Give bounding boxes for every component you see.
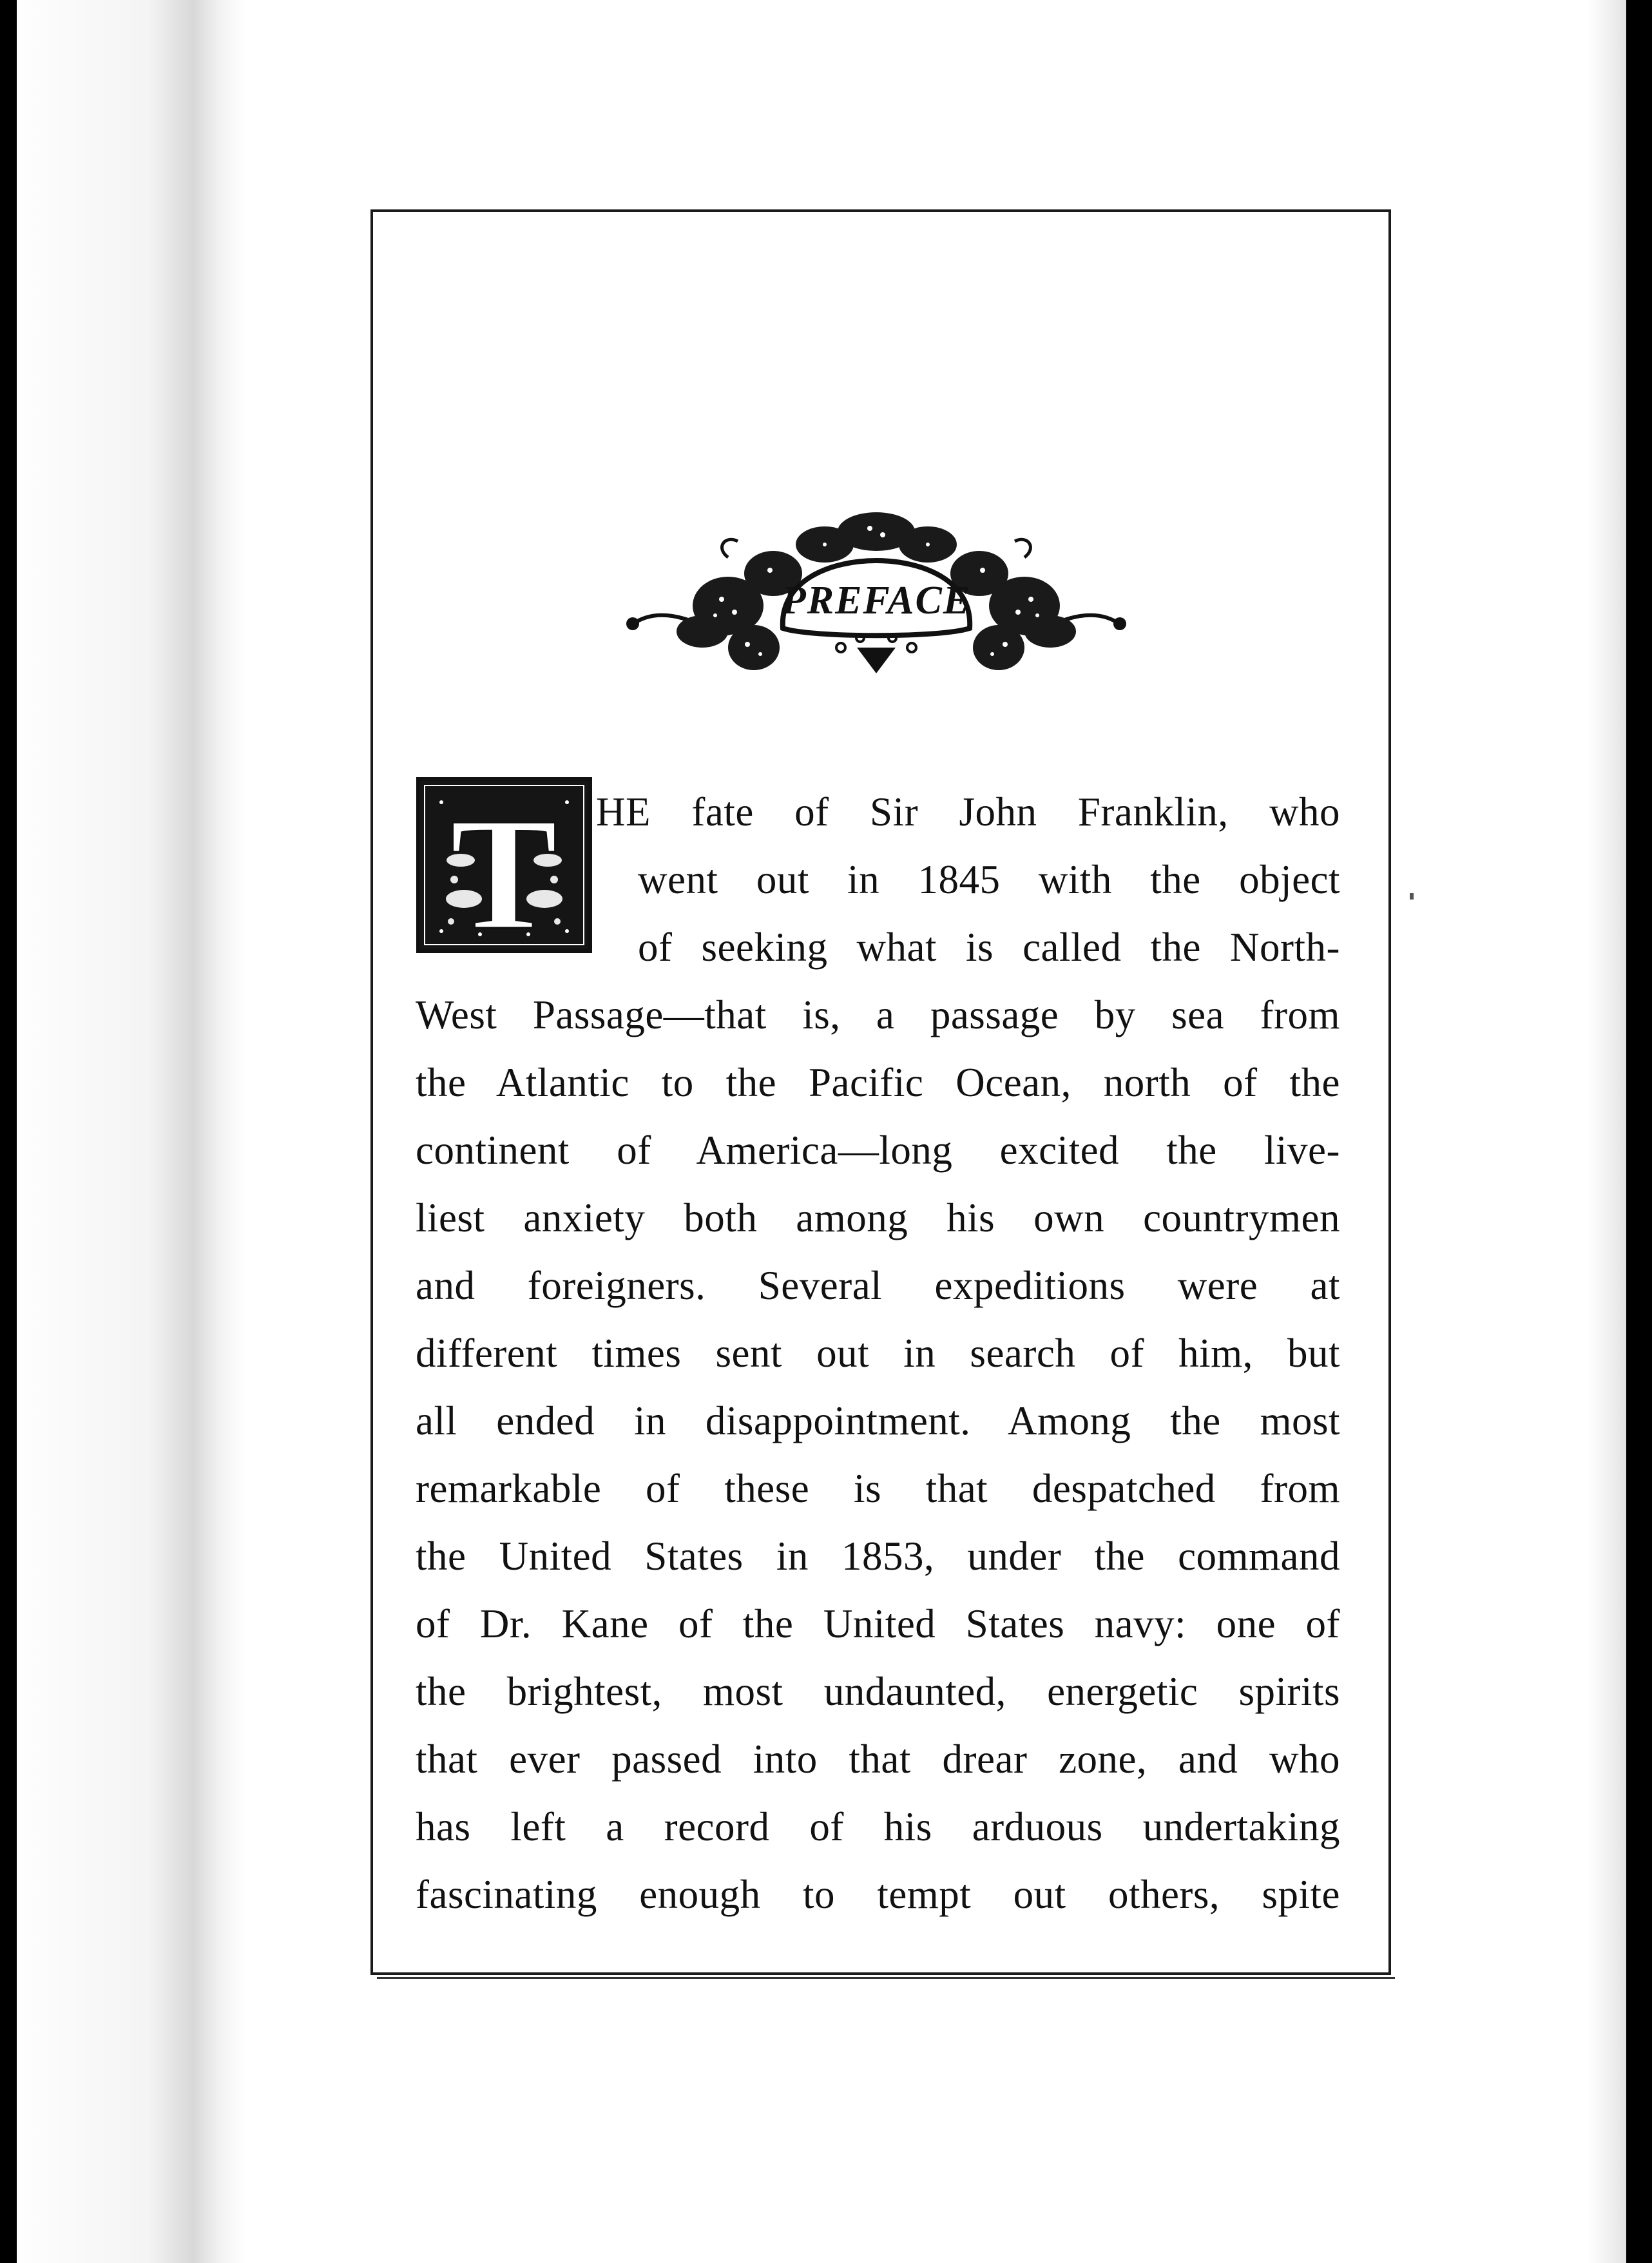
text-line: of seeking what is called the North- [638, 925, 1340, 970]
text-line: remarkable of these is that despatched from [416, 1466, 1340, 1511]
frame-bottom-rule [377, 1977, 1395, 1979]
scan-edge-left [0, 0, 17, 2263]
page-edge-shadow [1588, 0, 1626, 2263]
preface-heading: PREFACE [781, 579, 972, 622]
text-line: of Dr. Kane of the United States navy: one of [416, 1601, 1340, 1646]
text-line: and foreigners. Several expeditions were at [416, 1263, 1340, 1308]
page-gutter [0, 0, 245, 2263]
scan-speck [1410, 893, 1414, 900]
text-line: liest anxiety both among his own countrymen [416, 1195, 1340, 1240]
text-line: went out in 1845 with the object [638, 857, 1340, 902]
text-line: that ever passed into that drear zone, and who [416, 1737, 1340, 1782]
text-line: different times sent out in search of him, but [416, 1331, 1340, 1376]
text-line: continent of America—long excited the live- [416, 1128, 1340, 1173]
text-line: the Atlantic to the Pacific Ocean, north of the [416, 1060, 1340, 1105]
text-line: the brightest, most undaunted, energetic spirits [416, 1669, 1340, 1714]
drop-cap [416, 776, 593, 954]
preface-ornament [619, 509, 1134, 696]
drop-cap-letter: T [450, 785, 558, 954]
scan-edge-right [1626, 0, 1652, 2263]
text-line: HE fate of Sir John Franklin, who [596, 789, 1340, 834]
text-line: West Passage—that is, a passage by sea from [416, 992, 1340, 1037]
text-line: all ended in disappointment. Among the most [416, 1398, 1340, 1443]
text-line: the United States in 1853, under the command [416, 1534, 1340, 1579]
text-line: fascinating enough to tempt out others, spite [416, 1872, 1340, 1917]
text-line: has left a record of his arduous undertaking [416, 1804, 1340, 1849]
